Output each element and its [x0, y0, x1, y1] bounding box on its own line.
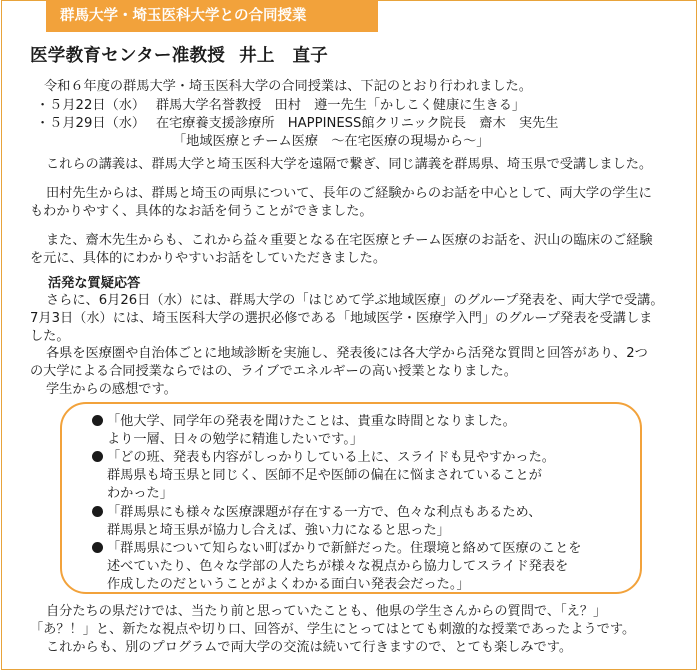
paragraph-remote: これらの講義は、群馬大学と埼玉医科大学を遠隔で繋ぎ、同じ講義を群馬県、埼玉県で受講しました。	[46, 157, 653, 172]
paragraph-tamura: 田村先生からは、群馬と埼玉の両県について、長年のご経験からのお話を中心として、両大学の学生に	[46, 186, 652, 201]
comment-1: 「他大学、同学年の発表を聞けたことは、貴重な時間となりました。	[92, 413, 516, 431]
author-title: 医学教育センター准教授	[30, 46, 226, 66]
section-line: 7月3日（水）には、埼玉医科大学の選択必修である「地域医学・医療学入門」のグループ発表を受講しま	[30, 311, 653, 326]
comment-1-line: より一層、日々の勉学に精進したいです。」	[107, 432, 364, 447]
bullet-icon	[92, 415, 103, 426]
schedule-item-2: ・５月29日（水） 在宅療養支援診療所 HAPPINESS館クリニック院長 齋木 実先生	[36, 116, 559, 131]
comment-2: 「どの班、発表も内容がしっかりしている上に、スライドも見やすかった。	[92, 449, 555, 467]
schedule-item-1: ・５月22日（水） 群馬大学名誉教授 田村 遵一先生「かしこく健康に生きる」	[36, 98, 526, 113]
author-heading	[30, 42, 328, 67]
paragraph-saiki-cont: を元に、具体的にわかりやすいお話をしていただきました。	[30, 251, 387, 266]
intro-line: 令和６年度の群馬大学・埼玉医科大学の合同授業は、下記のとおり行われました。	[44, 79, 532, 94]
comment-2-line: 群馬県も埼玉県と同じく、医師不足や医師の偏在に悩まされていることが	[107, 468, 542, 483]
bullet-icon	[92, 542, 103, 553]
comment-4-line: 作成したのだということがよくわかる面白い発表会だった。」	[107, 577, 470, 592]
author-name: 井上 直子	[239, 46, 329, 66]
comment-3-line: 群馬県と埼玉県が協力し合えば、強い力になると思った」	[107, 523, 450, 538]
article-title-tab: 群馬大学・埼玉医科大学との合同授業	[46, 0, 378, 32]
bullet-icon	[92, 451, 103, 462]
closing-line: 「あ？！」と、新たな視点や切り口、回答が、学生にとってはとても刺激的な授業であったようです。	[30, 622, 636, 637]
comment-4-line: 述べていたり、色々な学部の人たちが様々な視点から協力してスライド発表を	[107, 559, 569, 574]
comment-2-line: わかった」	[107, 486, 173, 501]
bullet-icon	[92, 506, 103, 517]
closing-line: 自分たちの県だけでは、当たり前と思っていたことも、他県の学生さんからの質問で、「え？」	[46, 604, 607, 619]
section-heading: 活発な質疑応答	[48, 276, 141, 291]
section-line: さらに、6月26日（水）には、群馬大学の「はじめて学ぶ地域医療」のグループ発表を、両大学で受講。	[46, 293, 664, 308]
section-line: 学生からの感想です。	[46, 382, 177, 397]
schedule-item-2-title: 「地域医療とチーム医療 ～在宅医療の現場から～」	[173, 134, 490, 149]
comment-4: 「群馬県について知らない町ばかりで新鮮だった。住環境と絡めて医療のことを	[92, 540, 581, 558]
paragraph-saiki: また、齋木先生からも、これから益々重要となる在宅医療とチーム医療のお話を、沢山の臨床のご経験	[46, 233, 653, 248]
section-line: 各県を医療圏や自治体ごとに地域診断を実施し、発表後には各大学から活発な質問と回答があり、2つ	[46, 346, 648, 361]
paragraph-tamura-cont: もわかりやすく、具体的なお話を伺うことができました。	[30, 204, 373, 219]
section-line: した。	[30, 329, 70, 344]
closing-line: これからも、別のプログラムで両大学の交流は続いて行きますので、とても楽しみです。	[46, 640, 573, 655]
comment-3: 「群馬県にも様々な医療課題が存在する一方で、色々な利点もあるため、	[92, 504, 541, 522]
section-line: の大学による合同授業ならではの、ライブでエネルギーの高い授業となりました。	[30, 364, 517, 379]
